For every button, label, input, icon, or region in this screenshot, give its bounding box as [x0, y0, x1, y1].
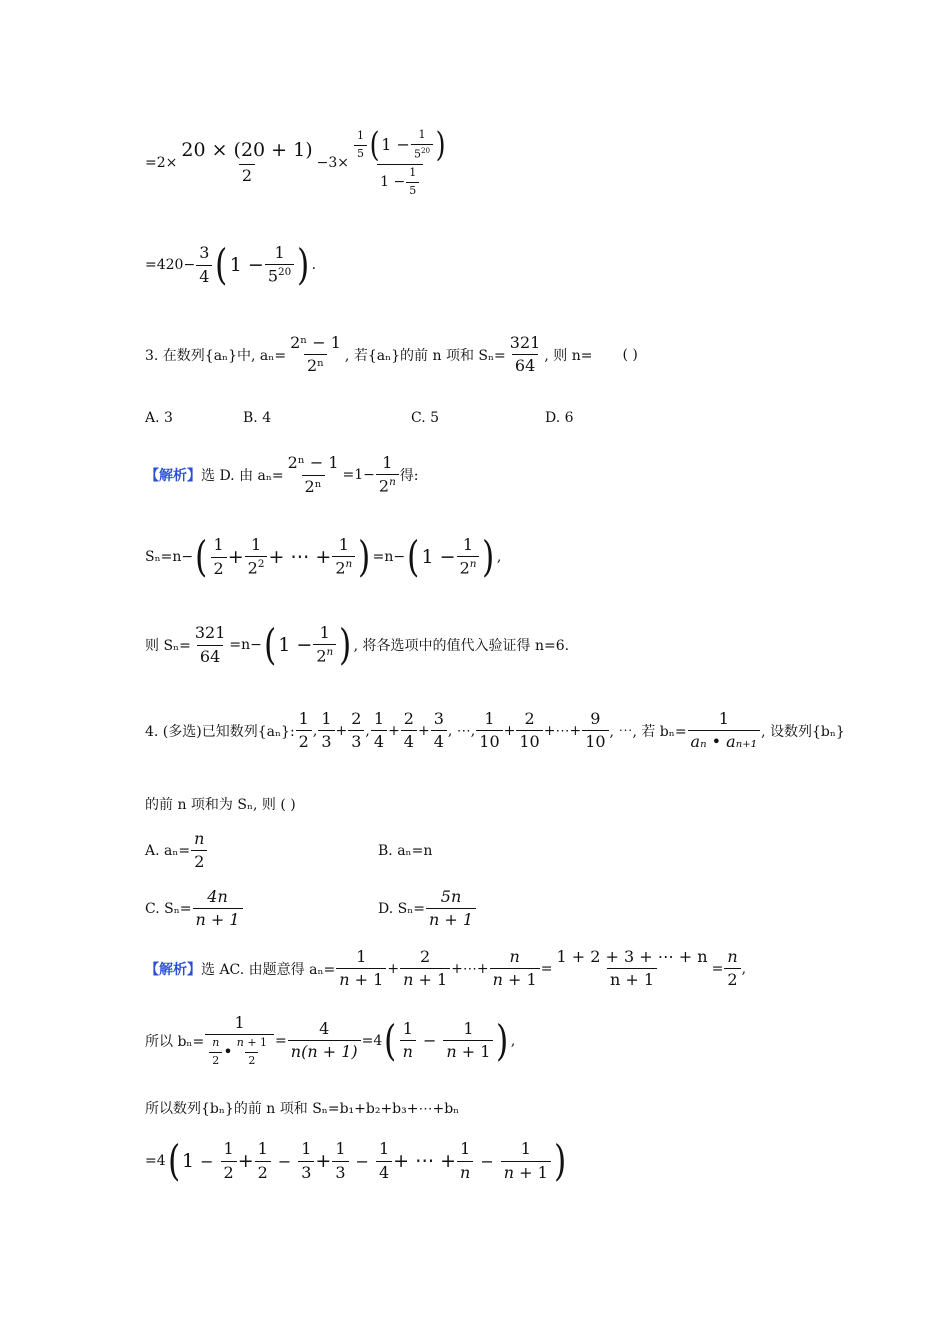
q4-bn-frac: $\frac{1}{\text{aₙ • aₙ₊₁}}$ [688, 710, 761, 752]
q3-option-b[interactable]: B. 4 [243, 410, 272, 426]
q4-option-d[interactable]: D. Sₙ= $\frac{5n}{n + 1}$ [378, 888, 477, 930]
solution-3-line-1: 【解析】 选 D. 由 aₙ= $\frac{\text{2ⁿ − 1}}{\text{2ⁿ}}$ =1− $\frac{1}{2^n}$ 得: [145, 453, 419, 496]
eq1-den: 2 [239, 164, 255, 185]
eq2-three-quarters: $\frac{3}{4}$ [196, 244, 212, 286]
eq1-inner-frac: $\frac{1}{5^{20}}$ [411, 129, 433, 161]
solution-4-line-1: 【解析】 选 AC. 由题意得 aₙ= $\frac{1}{n + 1}$ + $\frac{2}{n + 1}$ +⋯+ $\frac{n}{n + 1}$ = $\frac{1 + 2 + 3 + \cdots + n}{n + 1}$ = $\frac{n}{2}$ , [145, 947, 747, 990]
q4-options-cd [145, 888, 477, 930]
solution-4-line-4: =4 ( 1 − $\frac{1}{2}$ + $\frac{1}{2}$ − $\frac{1}{3}$ + $\frac{1}{3}$ − $\frac{1}{4}$ + ⋯ + $\frac{1}{n}$ − $\frac{1}{n + 1}$ ) [145, 1136, 567, 1185]
q4-options-ab [145, 830, 432, 872]
analysis-tag: 【解析】 [145, 468, 201, 485]
q3-option-a[interactable]: A. 3 [145, 410, 173, 426]
solution-3-line-2: Sₙ=n− ( $\frac{1}{2}$ + $\frac{1}{2^2}$ + ⋯ + $\frac{1}{2^n}$ ) =n− ( 1 − $\frac{1}{2^n}$ ) , [145, 532, 502, 582]
eq1-prefix: =2× [145, 154, 178, 171]
q3-text-a: 3. 在数列{aₙ}中, aₙ= [145, 347, 287, 364]
eq1-inner-one: 1 − [381, 134, 410, 154]
q4-option-b[interactable]: B. aₙ=n [378, 842, 433, 859]
sol4-sum-frac: $\frac{1 + 2 + 3 + \cdots + n}{n + 1}$ [556, 947, 708, 990]
eq2-inner-frac: $\frac{1}{5^{20}}$ [265, 244, 294, 286]
eq1-one-fifth: $\frac{1}{5}$ [354, 130, 367, 160]
eq2-prefix: =420− [145, 257, 196, 274]
solution-3-line-3: 则 Sₙ= $\frac{321}{64}$ =n− ( 1 − $\frac{1}{2^n}$ ) , 将各选项中的值代入验证得 n=6. [145, 620, 570, 670]
solution-4-line-3: 所以数列{bₙ}的前 n 项和 Sₙ=b₁+b₂+b₃+⋯+bₙ [145, 1101, 460, 1117]
sol3-one-over-2n: $\frac{1}{2^n}$ [376, 454, 399, 496]
question-4-line-2: 的前 n 项和为 Sₙ, 则 ( ) [145, 797, 296, 813]
q3-option-c[interactable]: C. 5 [411, 410, 440, 426]
eq1-geo-fraction [350, 125, 450, 197]
equation-line-2: =420− $\frac{3}{4}$ ( 1 − $\frac{1}{5^{20}}$ ) . [145, 240, 317, 290]
solution-4-line-2: 所以 bₙ= 1 $\frac{n}{2}$ • $\frac{n + 1}{2}$ = $\frac{4}{n(n + 1)}$ =4 ( $\frac{1}{n}$ − $\frac{1}{n + 1}$ ) , [145, 1013, 516, 1068]
equation-line-1 [145, 125, 451, 197]
eq2-one: 1 − [229, 254, 264, 277]
eq1-num: 20 × (20 + 1) [181, 139, 313, 162]
eq1-den-one: 1 − [380, 174, 406, 191]
q3-text-b: , 若{aₙ}的前 n 项和 Sₙ= [344, 347, 506, 364]
question-4: 4. (多选)已知数列{aₙ}: $\frac{1}{2}$ , $\frac{1}{3}$ + $\frac{2}{3}$ , $\frac{1}{4}$ + $\frac{2}{4}$ + $\frac{3}{4}$ , ⋯, $\frac{1}{10}$ + $\frac{2}{10}$ +⋯+ $\frac{9}{10}$ , ⋯, 若 bₙ= $\frac{1}{\text{aₙ • aₙ₊₁}}$ , 设数列{bₙ} [145, 709, 845, 752]
q3-options [145, 410, 574, 426]
q3-answer-bracket: ( ) [622, 346, 638, 363]
q3-sn-frac: $\frac{321}{64}$ [509, 333, 541, 376]
eq1-geo-den: 1 − $\frac{1}{5}$ [377, 164, 423, 197]
q4-option-a[interactable]: A. aₙ= $\frac{n}{2}$ [145, 830, 378, 872]
eq1-mid: −3× [316, 154, 350, 171]
eq1-fraction-sum [178, 140, 315, 185]
sol3-an-frac: $\frac{\text{2ⁿ − 1}}{\text{2ⁿ}}$ [287, 453, 339, 496]
q3-option-d[interactable]: D. 6 [545, 410, 574, 426]
q3-text-c: , 则 n= [544, 347, 593, 364]
q3-an-frac: $\frac{\text{2ⁿ − 1}}{\text{2ⁿ}}$ [290, 333, 341, 376]
eq1-geo-num: $\frac{1}{5}$ ( 1 − $\frac{1}{5^{20}}$ ) [350, 128, 450, 164]
analysis-tag: 【解析】 [145, 961, 201, 978]
q4-option-c[interactable]: C. Sₙ= $\frac{4n}{n + 1}$ [145, 888, 378, 930]
question-3 [145, 334, 638, 376]
